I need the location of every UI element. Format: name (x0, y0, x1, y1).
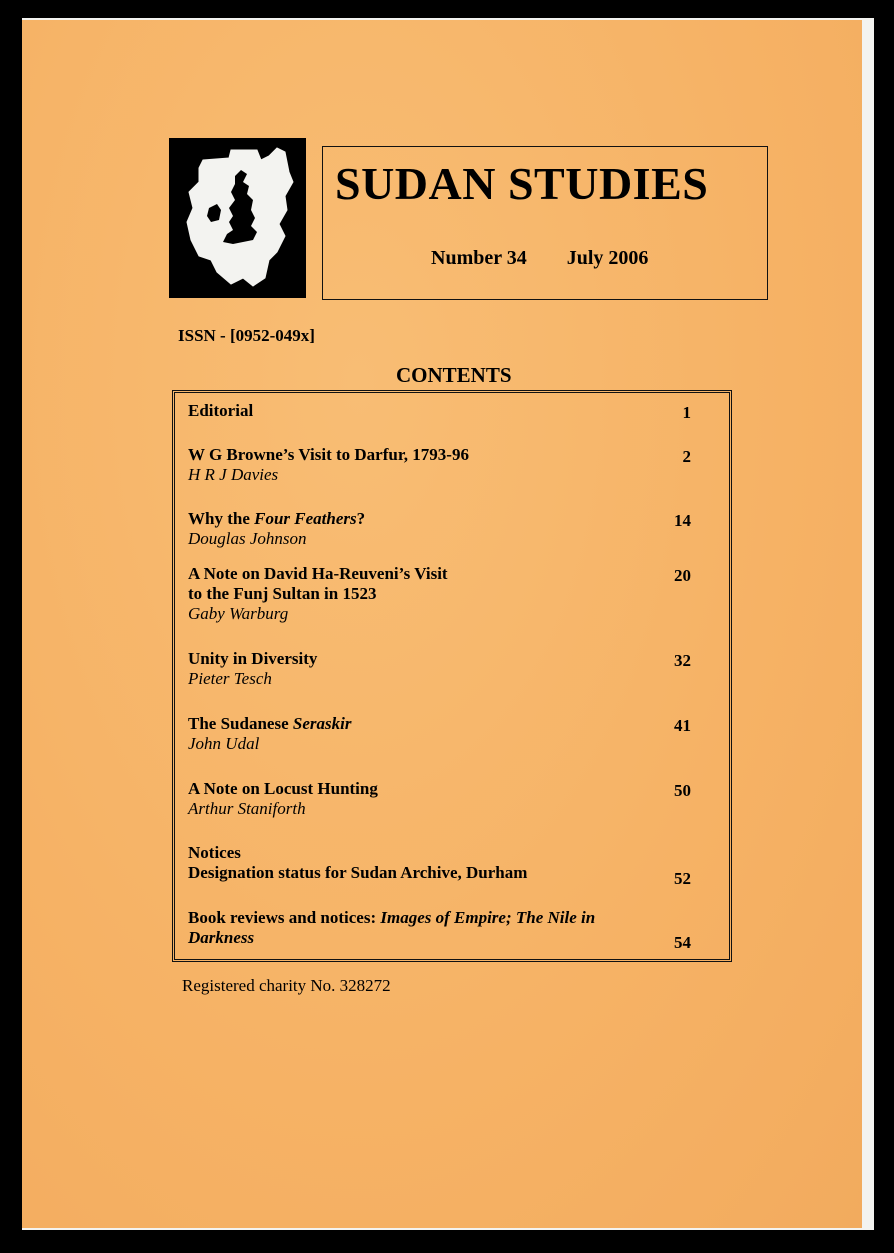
toc-entry-page: 52 (674, 869, 691, 888)
toc-entry-title-line1: Book reviews and notices: Images of Empire; The Nile in (188, 908, 596, 927)
title-box (322, 146, 768, 300)
contents-box (172, 390, 732, 962)
toc-entry-title-line2: Designation status for Sudan Archive, Durham (188, 863, 528, 882)
toc-entry-title: Editorial (188, 401, 254, 420)
toc-entry-page: 2 (682, 447, 691, 466)
toc-entry-notices (188, 843, 717, 888)
toc-entry-title-line2: to the Funj Sultan in 1523 (188, 584, 377, 603)
toc-entry-title-line2: Darkness (188, 928, 255, 947)
journal-cover (22, 20, 862, 1228)
toc-entry-editorial (188, 401, 717, 421)
toc-entry-author: Douglas Johnson (188, 529, 307, 548)
toc-entry-title: A Note on Locust Hunting (188, 779, 378, 798)
toc-entry-page: 14 (674, 511, 691, 530)
toc-entry-author: Arthur Staniforth (188, 799, 306, 818)
issn: ISSN - [0952-049x] (178, 326, 315, 345)
toc-entry-browne (188, 445, 717, 485)
toc-entry-page: 50 (674, 781, 691, 800)
contents-heading: CONTENTS (396, 363, 512, 387)
toc-entry-title: Why the Four Feathers? (188, 509, 366, 528)
toc-entry-title-line1: Notices (188, 843, 241, 862)
toc-entry-page: 20 (674, 566, 691, 585)
sudan-britain-map-logo (169, 138, 306, 298)
issue-date: July 2006 (566, 247, 649, 269)
toc-entry-title: Unity in Diversity (188, 649, 318, 668)
toc-entry-title: The Sudanese Seraskir (188, 714, 352, 733)
toc-entry-title: W G Browne’s Visit to Darfur, 1793-96 (188, 445, 469, 464)
issue-info (431, 247, 648, 270)
toc-entry-author: Pieter Tesch (188, 669, 272, 688)
issue-number: Number 34 (431, 247, 527, 269)
map-icon (169, 138, 306, 298)
toc-entry-page: 32 (674, 651, 691, 670)
toc-entry-seraskir (188, 714, 717, 754)
toc-entry-page: 54 (674, 933, 691, 952)
toc-entry-four-feathers (188, 509, 717, 549)
toc-entry-book-reviews (188, 908, 717, 952)
toc-entry-locust (188, 779, 717, 819)
toc-entry-page: 41 (674, 716, 691, 735)
toc-entry-author: John Udal (188, 734, 260, 753)
toc-entry-title-line1: A Note on David Ha-Reuveni’s Visit (188, 564, 448, 583)
journal-title: SUDAN STUDIES (335, 158, 709, 209)
toc-entry-unity (188, 649, 717, 689)
toc-entry-page: 1 (682, 403, 691, 422)
charity-number: Registered charity No. 328272 (182, 976, 391, 995)
toc-entry-author: H R J Davies (188, 465, 279, 484)
toc-entry-ha-reuveni (188, 564, 717, 624)
toc-entry-author: Gaby Warburg (188, 604, 289, 623)
